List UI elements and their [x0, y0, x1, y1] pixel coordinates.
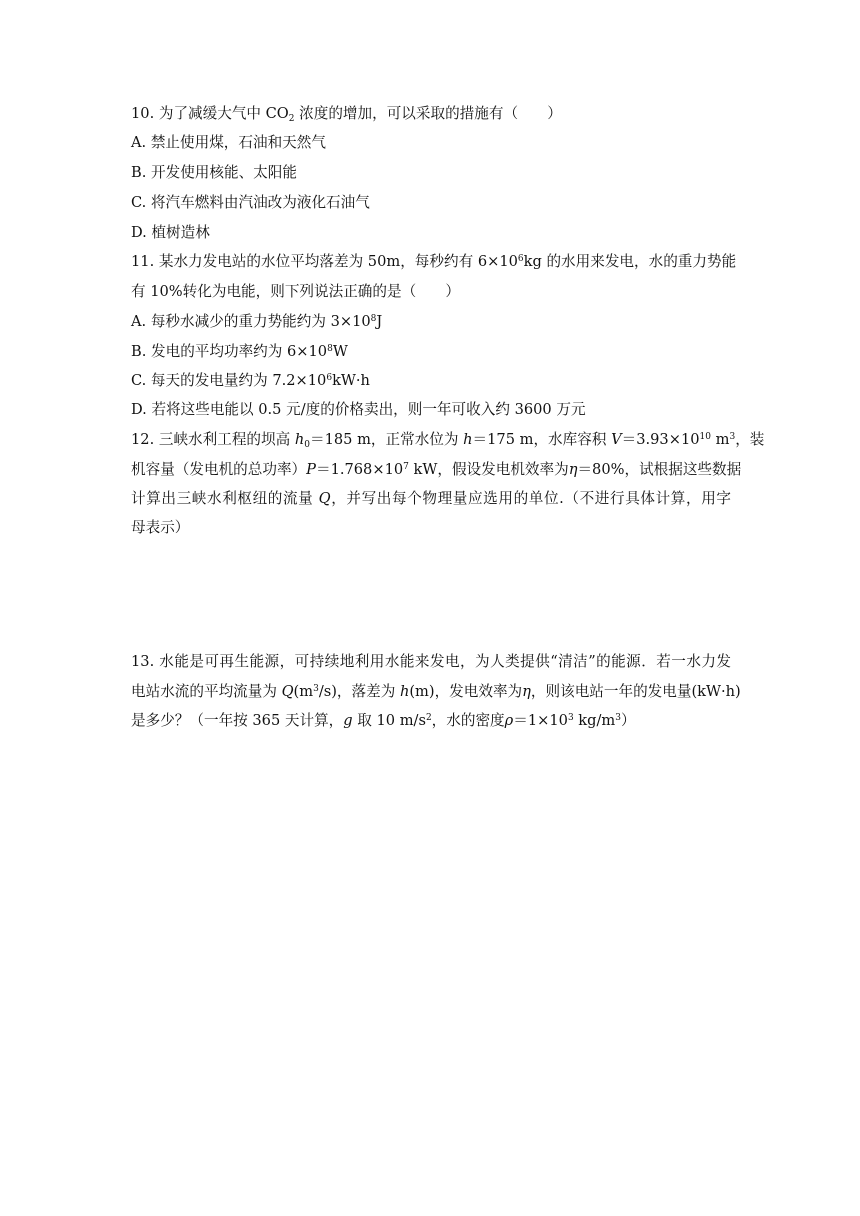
q12-m3-exp: 3 [729, 432, 736, 442]
q11-c-exp: 6 [326, 373, 333, 383]
q13-eta-symbol: η [522, 683, 531, 700]
q12-l3-t2: ，并写出每个物理量应选用的单位.（不进行具体计算，用字 [330, 490, 731, 507]
q12-l3-t1: 计算出三峡水利枢纽的流量 [131, 490, 319, 507]
q11-c-unit: kW·h [332, 372, 370, 389]
q12-t5: m [710, 431, 730, 448]
q11-exp-1: 6 [517, 254, 524, 264]
q12-t6: ，装 [735, 431, 765, 448]
q11-text-2: kg 的水用来发电，水的重力势能 [523, 253, 737, 270]
question-12-line-1 [131, 430, 765, 450]
question-13-line-1: 13. 水能是可再生能源，可持续地利用水能来发电，为人类提供“清洁”的能源．若一水力发 [131, 653, 731, 670]
q12-l2-t3: kW，假设发电机效率为 [408, 461, 569, 478]
q11-b-text: B. 发电的平均功率约为 6×10 [131, 343, 328, 360]
q11-b-exp: 8 [327, 344, 333, 354]
q12-l2-t4: ＝80%，试根据这些数据 [577, 461, 742, 478]
q12-t1: 12. 三峡水利工程的坝高 [131, 431, 295, 448]
co2-subscript: 2 [288, 114, 295, 124]
q13-rho-symbol: ρ [504, 712, 514, 729]
q13-l2-t5: ，则该电站一年的发电量(kW·h) [530, 683, 741, 700]
q10-text-1: 10. 为了减缓大气中 CO [131, 105, 289, 122]
q11-b-unit: W [332, 343, 348, 360]
q13-l2-t2: (m [293, 683, 314, 700]
q13-l3-t2: 取 10 m/s [352, 712, 426, 729]
q13-q-symbol: Q [281, 683, 294, 700]
q10-option-d: D. 植树造林 [131, 224, 210, 241]
q11-option-b [131, 342, 731, 362]
q13-l3-t3: ，水的密度 [431, 712, 505, 729]
q12-p-symbol: P [306, 461, 316, 478]
q10-text-2: 浓度的增加，可以采取的措施有（ ） [294, 105, 562, 122]
q13-h-symbol: h [399, 683, 410, 700]
question-10-stem [131, 104, 731, 124]
question-11-stem-line-2: 有 10%转化为电能，则下列说法正确的是（ ） [131, 283, 460, 300]
q11-a-unit: J [376, 313, 383, 330]
q12-p-exp: 7 [403, 462, 409, 472]
q13-s2-exp: 2 [425, 713, 432, 723]
question-12-line-3 [131, 489, 731, 509]
q12-t4: ＝3.93×10 [621, 431, 700, 448]
q11-option-d: D. 若将这些电能以 0.5 元/度的价格卖出，则一年可收入约 3600 万元 [131, 401, 586, 418]
q10-option-c: C. 将汽车燃料由汽油改为液化石油气 [131, 194, 370, 211]
q12-h0-symbol: h [294, 431, 305, 448]
q12-h-symbol: h [463, 431, 473, 448]
q12-v-symbol: V [611, 431, 622, 448]
q11-c-text: C. 每天的发电量约为 7.2×10 [131, 372, 327, 389]
q13-m3-exp: 3 [313, 684, 319, 694]
q12-h0-subscript: 0 [304, 440, 310, 450]
q11-a-exp: 8 [370, 314, 377, 324]
q12-eta-symbol: η [568, 461, 578, 478]
question-12-line-2 [131, 460, 742, 480]
q13-l3-t6: ） [621, 712, 636, 729]
q11-option-a [131, 312, 731, 332]
q12-t3: ＝175 m，水库容积 [472, 431, 612, 448]
q13-l3-t5: kg/m [573, 712, 616, 729]
question-11-stem-line-1 [131, 252, 737, 272]
q10-option-a: A. 禁止使用煤，石油和天然气 [131, 134, 326, 151]
q12-v-exp: 10 [699, 432, 711, 442]
q13-g-symbol: g [343, 712, 353, 729]
q13-l2-t4: (m)，发电效率为 [409, 683, 523, 700]
q13-m3-exp-2: 3 [615, 713, 621, 723]
q13-l3-t4: ＝1×10 [513, 712, 568, 729]
q10-option-b: B. 开发使用核能、太阳能 [131, 164, 297, 181]
q11-a-text: A. 每秒水减少的重力势能约为 3×10 [131, 313, 371, 330]
q11-text-1: 11. 某水力发电站的水位平均落差为 50m，每秒约有 6×10 [131, 253, 518, 270]
question-13-line-2 [131, 682, 741, 702]
q13-l2-t3: /s)，落差为 [318, 683, 400, 700]
q12-t2: ＝185 m，正常水位为 [309, 431, 464, 448]
q13-l3-t1: 是多少？（一年按 365 天计算， [131, 712, 344, 729]
q11-option-c [131, 371, 731, 391]
question-13-line-3 [131, 711, 731, 731]
q12-l2-t2: ＝1.768×10 [315, 461, 404, 478]
q13-l2-t1: 电站水流的平均流量为 [131, 683, 282, 700]
q12-l2-t1: 机容量（发电机的总功率） [131, 461, 307, 478]
question-12-line-4: 母表示） [131, 519, 190, 536]
q12-q-symbol: Q [318, 490, 331, 507]
q13-rho-exp: 3 [567, 713, 574, 723]
